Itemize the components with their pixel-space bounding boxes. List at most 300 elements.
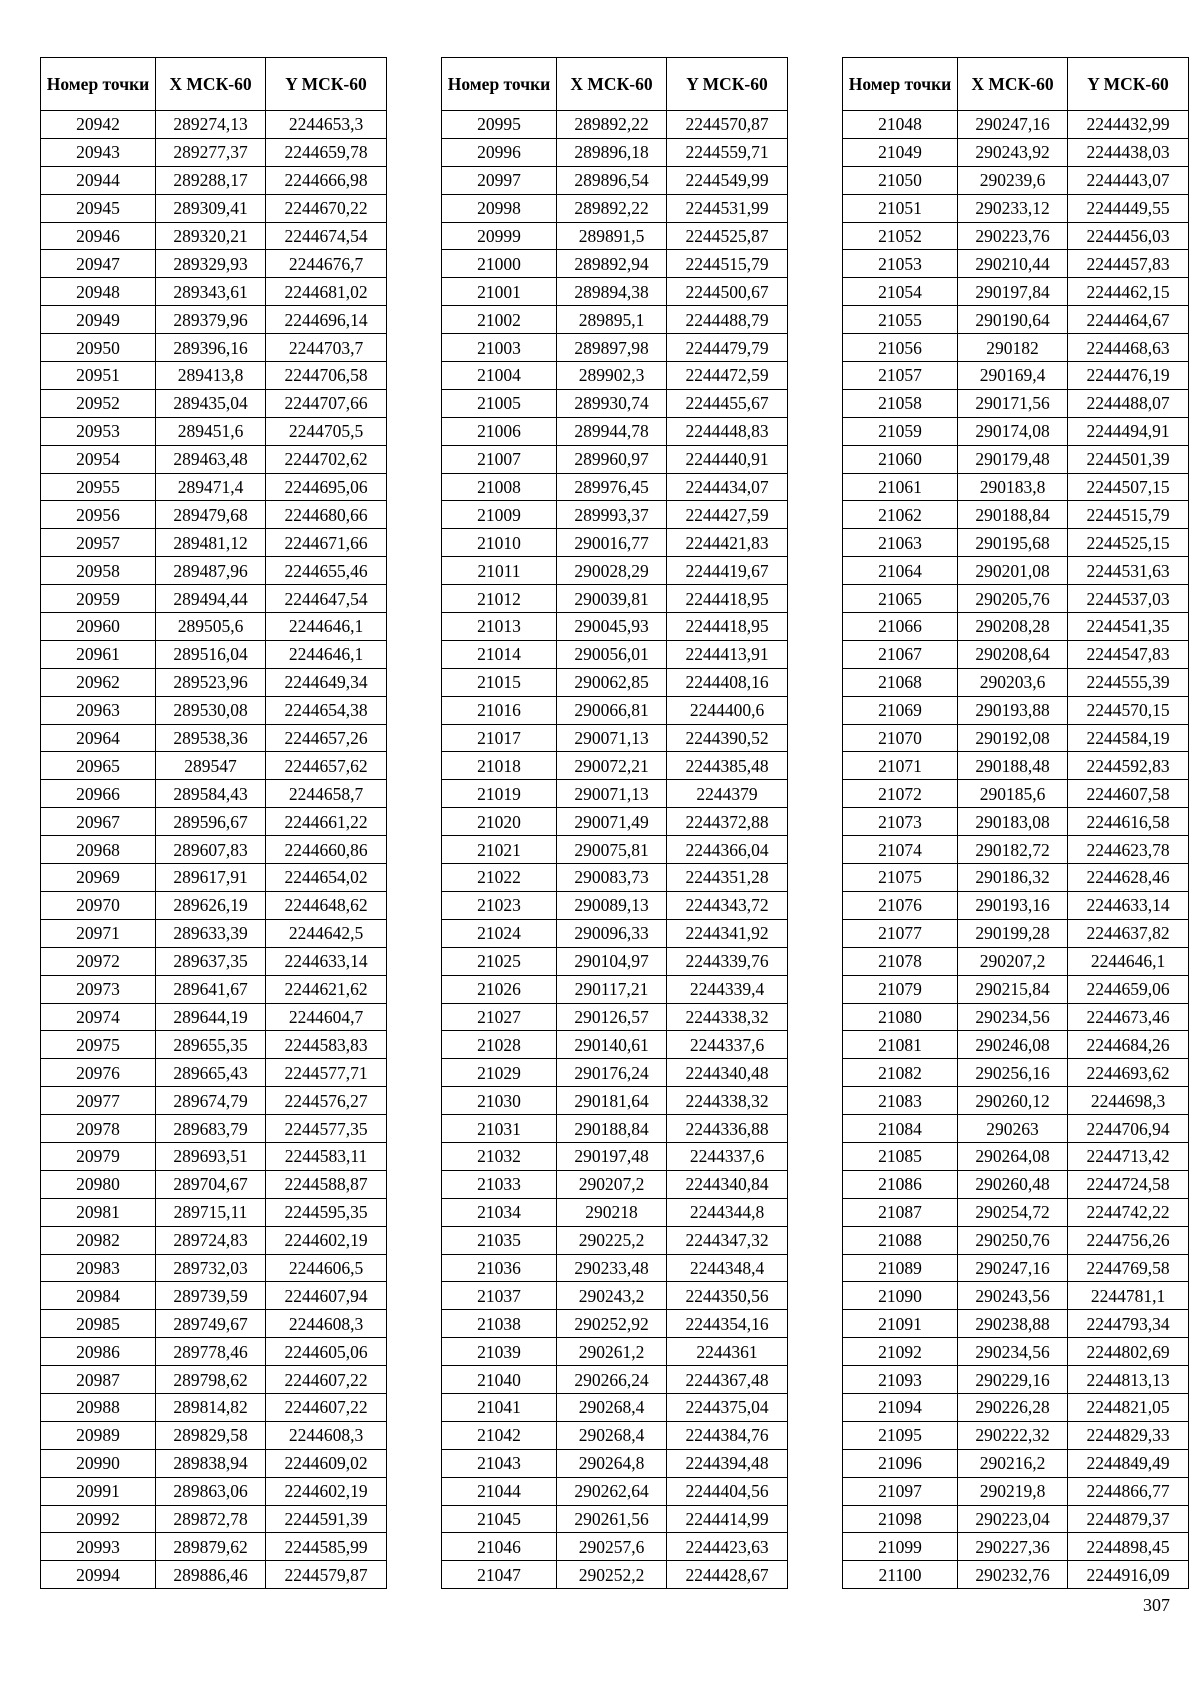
cell-y-coordinate: 2244588,87 [266, 1170, 387, 1198]
cell-y-coordinate: 2244646,1 [266, 640, 387, 668]
cell-x-coordinate: 289930,74 [557, 389, 667, 417]
table-row [843, 1170, 1189, 1198]
cell-point-number: 20965 [41, 752, 156, 780]
cell-point-number: 21037 [442, 1282, 557, 1310]
cell-point-number: 20998 [442, 194, 557, 222]
table-row [442, 1031, 788, 1059]
cell-y-coordinate: 2244633,14 [266, 947, 387, 975]
cell-y-coordinate: 2244379 [667, 780, 788, 808]
table-row [442, 1142, 788, 1170]
cell-x-coordinate: 290222,32 [958, 1421, 1068, 1449]
cell-point-number: 21070 [843, 724, 958, 752]
cell-point-number: 21053 [843, 250, 958, 278]
table-row [442, 891, 788, 919]
cell-y-coordinate: 2244585,99 [266, 1533, 387, 1561]
header-point-number: Номер точки [41, 58, 156, 111]
cell-point-number: 21047 [442, 1561, 557, 1589]
cell-x-coordinate: 290207,2 [557, 1170, 667, 1198]
table-row [41, 947, 387, 975]
cell-x-coordinate: 289516,04 [156, 640, 266, 668]
cell-x-coordinate: 290176,24 [557, 1059, 667, 1087]
cell-x-coordinate: 289976,45 [557, 473, 667, 501]
cell-point-number: 21032 [442, 1142, 557, 1170]
cell-y-coordinate: 2244438,03 [1068, 138, 1189, 166]
table-row [843, 1003, 1189, 1031]
cell-x-coordinate: 289693,51 [156, 1142, 266, 1170]
cell-point-number: 21025 [442, 947, 557, 975]
cell-x-coordinate: 289896,18 [557, 138, 667, 166]
cell-point-number: 21079 [843, 975, 958, 1003]
cell-point-number: 20945 [41, 194, 156, 222]
cell-x-coordinate: 290207,2 [958, 947, 1068, 975]
cell-x-coordinate: 290182 [958, 334, 1068, 362]
table-row [843, 752, 1189, 780]
cell-x-coordinate: 289863,06 [156, 1477, 266, 1505]
cell-y-coordinate: 2244344,8 [667, 1198, 788, 1226]
cell-point-number: 21085 [843, 1142, 958, 1170]
cell-y-coordinate: 2244404,56 [667, 1477, 788, 1505]
table-row [41, 306, 387, 334]
cell-point-number: 21082 [843, 1059, 958, 1087]
cell-y-coordinate: 2244449,55 [1068, 194, 1189, 222]
table-row [442, 780, 788, 808]
cell-x-coordinate: 290072,21 [557, 752, 667, 780]
cell-point-number: 21078 [843, 947, 958, 975]
table-row [843, 808, 1189, 836]
table-row [442, 752, 788, 780]
cell-y-coordinate: 2244821,05 [1068, 1393, 1189, 1421]
cell-point-number: 21086 [843, 1170, 958, 1198]
cell-point-number: 20984 [41, 1282, 156, 1310]
cell-x-coordinate: 289607,83 [156, 836, 266, 864]
cell-y-coordinate: 2244898,45 [1068, 1533, 1189, 1561]
cell-y-coordinate: 2244418,95 [667, 613, 788, 641]
cell-y-coordinate: 2244607,58 [1068, 780, 1189, 808]
table-row [442, 334, 788, 362]
table-row [843, 864, 1189, 892]
cell-x-coordinate: 289343,61 [156, 278, 266, 306]
cell-y-coordinate: 2244647,54 [266, 585, 387, 613]
table-row [442, 445, 788, 473]
table-row [41, 1477, 387, 1505]
table-row [442, 975, 788, 1003]
table-row [41, 1170, 387, 1198]
cell-point-number: 21057 [843, 362, 958, 390]
cell-y-coordinate: 2244440,91 [667, 445, 788, 473]
cell-point-number: 20976 [41, 1059, 156, 1087]
cell-y-coordinate: 2244338,32 [667, 1087, 788, 1115]
cell-point-number: 20961 [41, 640, 156, 668]
table-row [843, 836, 1189, 864]
cell-point-number: 21042 [442, 1421, 557, 1449]
table-row [843, 1226, 1189, 1254]
cell-y-coordinate: 2244681,02 [266, 278, 387, 306]
cell-y-coordinate: 2244577,35 [266, 1115, 387, 1143]
cell-point-number: 21074 [843, 836, 958, 864]
cell-point-number: 21022 [442, 864, 557, 892]
cell-y-coordinate: 2244338,32 [667, 1003, 788, 1031]
cell-point-number: 21061 [843, 473, 958, 501]
cell-x-coordinate: 289872,78 [156, 1505, 266, 1533]
cell-y-coordinate: 2244609,02 [266, 1449, 387, 1477]
table-header-row [442, 58, 788, 111]
cell-y-coordinate: 2244658,7 [266, 780, 387, 808]
cell-y-coordinate: 2244670,22 [266, 194, 387, 222]
cell-y-coordinate: 2244684,26 [1068, 1031, 1189, 1059]
cell-point-number: 21023 [442, 891, 557, 919]
cell-y-coordinate: 2244385,48 [667, 752, 788, 780]
cell-y-coordinate: 2244866,77 [1068, 1477, 1189, 1505]
cell-y-coordinate: 2244802,69 [1068, 1338, 1189, 1366]
cell-x-coordinate: 290205,76 [958, 585, 1068, 613]
cell-y-coordinate: 2244515,79 [1068, 501, 1189, 529]
cell-y-coordinate: 2244576,27 [266, 1087, 387, 1115]
cell-y-coordinate: 2244361 [667, 1338, 788, 1366]
cell-y-coordinate: 2244648,62 [266, 891, 387, 919]
cell-point-number: 21000 [442, 250, 557, 278]
cell-y-coordinate: 2244423,63 [667, 1533, 788, 1561]
cell-y-coordinate: 2244673,46 [1068, 1003, 1189, 1031]
cell-point-number: 21050 [843, 166, 958, 194]
cell-point-number: 21055 [843, 306, 958, 334]
header-x-coordinate: X МСК-60 [156, 58, 266, 111]
cell-y-coordinate: 2244476,19 [1068, 362, 1189, 390]
cell-point-number: 20963 [41, 696, 156, 724]
cell-x-coordinate: 289879,62 [156, 1533, 266, 1561]
table-body [843, 111, 1189, 1589]
table-row [41, 1421, 387, 1449]
cell-x-coordinate: 289633,39 [156, 919, 266, 947]
cell-x-coordinate: 290186,32 [958, 864, 1068, 892]
cell-point-number: 21044 [442, 1477, 557, 1505]
cell-point-number: 21013 [442, 613, 557, 641]
table-row [843, 1393, 1189, 1421]
table-row [41, 1003, 387, 1031]
cell-y-coordinate: 2244583,11 [266, 1142, 387, 1170]
cell-y-coordinate: 2244706,58 [266, 362, 387, 390]
cell-point-number: 20996 [442, 138, 557, 166]
cell-x-coordinate: 289538,36 [156, 724, 266, 752]
cell-y-coordinate: 2244696,14 [266, 306, 387, 334]
table-row [41, 1310, 387, 1338]
cell-y-coordinate: 2244769,58 [1068, 1254, 1189, 1282]
cell-x-coordinate: 289396,16 [156, 334, 266, 362]
table-row [41, 1142, 387, 1170]
cell-x-coordinate: 290243,56 [958, 1282, 1068, 1310]
cell-y-coordinate: 2244703,7 [266, 334, 387, 362]
table-row [41, 696, 387, 724]
cell-y-coordinate: 2244649,34 [266, 668, 387, 696]
table-row [843, 278, 1189, 306]
cell-point-number: 21058 [843, 389, 958, 417]
cell-point-number: 20953 [41, 417, 156, 445]
cell-point-number: 21020 [442, 808, 557, 836]
cell-point-number: 20943 [41, 138, 156, 166]
table-row [442, 1421, 788, 1449]
coordinate-table-1 [40, 57, 387, 1589]
cell-x-coordinate: 290243,2 [557, 1282, 667, 1310]
cell-y-coordinate: 2244674,54 [266, 222, 387, 250]
table-row [41, 334, 387, 362]
cell-y-coordinate: 2244660,86 [266, 836, 387, 864]
coordinate-table-3 [842, 57, 1189, 1589]
table-row [41, 668, 387, 696]
cell-point-number: 21019 [442, 780, 557, 808]
cell-point-number: 21094 [843, 1393, 958, 1421]
cell-x-coordinate: 290226,28 [958, 1393, 1068, 1421]
cell-point-number: 20975 [41, 1031, 156, 1059]
table-row [843, 111, 1189, 139]
table-row [843, 1254, 1189, 1282]
cell-y-coordinate: 2244583,83 [266, 1031, 387, 1059]
table-row [41, 1505, 387, 1533]
cell-x-coordinate: 289715,11 [156, 1198, 266, 1226]
cell-y-coordinate: 2244525,15 [1068, 529, 1189, 557]
table-row [843, 501, 1189, 529]
table-row [843, 1421, 1189, 1449]
cell-y-coordinate: 2244341,92 [667, 919, 788, 947]
cell-point-number: 20950 [41, 334, 156, 362]
cell-x-coordinate: 290188,84 [557, 1115, 667, 1143]
cell-x-coordinate: 289886,46 [156, 1561, 266, 1589]
table-row [442, 1393, 788, 1421]
cell-point-number: 21012 [442, 585, 557, 613]
table-row [442, 1282, 788, 1310]
table-row [442, 1533, 788, 1561]
cell-x-coordinate: 289896,54 [557, 166, 667, 194]
cell-point-number: 21098 [843, 1505, 958, 1533]
cell-y-coordinate: 2244472,59 [667, 362, 788, 390]
table-row [41, 1031, 387, 1059]
cell-y-coordinate: 2244707,66 [266, 389, 387, 417]
cell-x-coordinate: 289674,79 [156, 1087, 266, 1115]
table-row [843, 668, 1189, 696]
table-row [442, 501, 788, 529]
table-row [843, 1477, 1189, 1505]
cell-x-coordinate: 290264,8 [557, 1449, 667, 1477]
cell-point-number: 21056 [843, 334, 958, 362]
cell-x-coordinate: 290071,13 [557, 724, 667, 752]
table-row [41, 1198, 387, 1226]
cell-point-number: 21090 [843, 1282, 958, 1310]
table-row [442, 724, 788, 752]
cell-y-coordinate: 2244347,32 [667, 1226, 788, 1254]
cell-point-number: 21096 [843, 1449, 958, 1477]
cell-x-coordinate: 290257,6 [557, 1533, 667, 1561]
table-row [41, 1059, 387, 1087]
cell-x-coordinate: 290234,56 [958, 1003, 1068, 1031]
cell-point-number: 20968 [41, 836, 156, 864]
table-row [41, 1533, 387, 1561]
cell-y-coordinate: 2244628,46 [1068, 864, 1189, 892]
table-row [41, 1338, 387, 1366]
cell-x-coordinate: 290190,64 [958, 306, 1068, 334]
cell-x-coordinate: 289891,5 [557, 222, 667, 250]
table-row [442, 947, 788, 975]
table-row [843, 334, 1189, 362]
table-row [442, 585, 788, 613]
table-row [843, 919, 1189, 947]
table-row [442, 417, 788, 445]
cell-x-coordinate: 289655,35 [156, 1031, 266, 1059]
cell-y-coordinate: 2244781,1 [1068, 1282, 1189, 1310]
cell-y-coordinate: 2244462,15 [1068, 278, 1189, 306]
cell-y-coordinate: 2244537,03 [1068, 585, 1189, 613]
cell-point-number: 21091 [843, 1310, 958, 1338]
cell-point-number: 21021 [442, 836, 557, 864]
table-row [41, 1561, 387, 1589]
table-row [442, 864, 788, 892]
cell-point-number: 21067 [843, 640, 958, 668]
cell-x-coordinate: 290261,56 [557, 1505, 667, 1533]
cell-point-number: 20982 [41, 1226, 156, 1254]
table-row [442, 808, 788, 836]
cell-point-number: 20988 [41, 1393, 156, 1421]
table-row [41, 389, 387, 417]
cell-point-number: 21092 [843, 1338, 958, 1366]
cell-x-coordinate: 290183,08 [958, 808, 1068, 836]
cell-y-coordinate: 2244350,56 [667, 1282, 788, 1310]
cell-x-coordinate: 289892,22 [557, 111, 667, 139]
table-row [41, 138, 387, 166]
cell-x-coordinate: 289413,8 [156, 362, 266, 390]
table-row [843, 194, 1189, 222]
cell-y-coordinate: 2244654,02 [266, 864, 387, 892]
table-row [41, 780, 387, 808]
cell-x-coordinate: 290056,01 [557, 640, 667, 668]
table-row [843, 640, 1189, 668]
table-row [442, 529, 788, 557]
cell-point-number: 20969 [41, 864, 156, 892]
cell-point-number: 20981 [41, 1198, 156, 1226]
cell-x-coordinate: 289626,19 [156, 891, 266, 919]
cell-x-coordinate: 290016,77 [557, 529, 667, 557]
cell-point-number: 21018 [442, 752, 557, 780]
cell-point-number: 21011 [442, 557, 557, 585]
cell-x-coordinate: 290028,29 [557, 557, 667, 585]
cell-y-coordinate: 2244695,06 [266, 473, 387, 501]
cell-point-number: 21041 [442, 1393, 557, 1421]
table-row [41, 864, 387, 892]
table-row [442, 613, 788, 641]
cell-y-coordinate: 2244515,79 [667, 250, 788, 278]
cell-point-number: 21081 [843, 1031, 958, 1059]
cell-y-coordinate: 2244468,63 [1068, 334, 1189, 362]
cell-x-coordinate: 290182,72 [958, 836, 1068, 864]
cell-x-coordinate: 290250,76 [958, 1226, 1068, 1254]
cell-x-coordinate: 289944,78 [557, 417, 667, 445]
cell-x-coordinate: 290208,64 [958, 640, 1068, 668]
cell-point-number: 21002 [442, 306, 557, 334]
cell-y-coordinate: 2244676,7 [266, 250, 387, 278]
cell-point-number: 20966 [41, 780, 156, 808]
cell-x-coordinate: 290238,88 [958, 1310, 1068, 1338]
table-row [442, 473, 788, 501]
cell-point-number: 21040 [442, 1366, 557, 1394]
table-row [41, 975, 387, 1003]
cell-y-coordinate: 2244623,78 [1068, 836, 1189, 864]
cell-y-coordinate: 2244646,1 [266, 613, 387, 641]
cell-y-coordinate: 2244400,6 [667, 696, 788, 724]
cell-y-coordinate: 2244579,87 [266, 1561, 387, 1589]
cell-x-coordinate: 289897,98 [557, 334, 667, 362]
cell-point-number: 20949 [41, 306, 156, 334]
cell-y-coordinate: 2244592,83 [1068, 752, 1189, 780]
cell-x-coordinate: 290268,4 [557, 1393, 667, 1421]
cell-x-coordinate: 289665,43 [156, 1059, 266, 1087]
cell-x-coordinate: 290246,08 [958, 1031, 1068, 1059]
table-row [442, 1087, 788, 1115]
cell-x-coordinate: 289584,43 [156, 780, 266, 808]
cell-x-coordinate: 290089,13 [557, 891, 667, 919]
cell-x-coordinate: 289471,4 [156, 473, 266, 501]
cell-y-coordinate: 2244390,52 [667, 724, 788, 752]
cell-x-coordinate: 289683,79 [156, 1115, 266, 1143]
table-row [843, 696, 1189, 724]
table-row [41, 501, 387, 529]
cell-point-number: 21073 [843, 808, 958, 836]
cell-y-coordinate: 2244713,42 [1068, 1142, 1189, 1170]
cell-y-coordinate: 2244448,83 [667, 417, 788, 445]
cell-y-coordinate: 2244916,09 [1068, 1561, 1189, 1589]
table-row [41, 1254, 387, 1282]
cell-x-coordinate: 289892,22 [557, 194, 667, 222]
cell-point-number: 21095 [843, 1421, 958, 1449]
cell-y-coordinate: 2244570,87 [667, 111, 788, 139]
cell-x-coordinate: 290169,4 [958, 362, 1068, 390]
cell-point-number: 21062 [843, 501, 958, 529]
cell-x-coordinate: 290181,64 [557, 1087, 667, 1115]
table-row [843, 1561, 1189, 1589]
table-row [843, 1449, 1189, 1477]
cell-y-coordinate: 2244724,58 [1068, 1170, 1189, 1198]
cell-point-number: 20951 [41, 362, 156, 390]
cell-x-coordinate: 289435,04 [156, 389, 266, 417]
cell-y-coordinate: 2244605,06 [266, 1338, 387, 1366]
cell-x-coordinate: 290083,73 [557, 864, 667, 892]
cell-x-coordinate: 290232,76 [958, 1561, 1068, 1589]
cell-x-coordinate: 289704,67 [156, 1170, 266, 1198]
cell-point-number: 20964 [41, 724, 156, 752]
cell-point-number: 21045 [442, 1505, 557, 1533]
table-row [41, 166, 387, 194]
cell-point-number: 20967 [41, 808, 156, 836]
table-row [442, 919, 788, 947]
cell-x-coordinate: 290185,6 [958, 780, 1068, 808]
cell-x-coordinate: 290208,28 [958, 613, 1068, 641]
cell-point-number: 21024 [442, 919, 557, 947]
cell-y-coordinate: 2244813,13 [1068, 1366, 1189, 1394]
cell-x-coordinate: 289530,08 [156, 696, 266, 724]
cell-point-number: 20956 [41, 501, 156, 529]
table-row [442, 250, 788, 278]
cell-x-coordinate: 290188,48 [958, 752, 1068, 780]
cell-x-coordinate: 289481,12 [156, 529, 266, 557]
cell-point-number: 21015 [442, 668, 557, 696]
cell-y-coordinate: 2244706,94 [1068, 1115, 1189, 1143]
cell-point-number: 20959 [41, 585, 156, 613]
cell-y-coordinate: 2244414,99 [667, 1505, 788, 1533]
cell-y-coordinate: 2244602,19 [266, 1477, 387, 1505]
table-row [843, 1366, 1189, 1394]
table-row [41, 473, 387, 501]
header-y-coordinate: Y МСК-60 [266, 58, 387, 111]
cell-y-coordinate: 2244547,83 [1068, 640, 1189, 668]
cell-point-number: 20999 [442, 222, 557, 250]
cell-y-coordinate: 2244661,22 [266, 808, 387, 836]
table-row [843, 613, 1189, 641]
cell-x-coordinate: 290062,85 [557, 668, 667, 696]
